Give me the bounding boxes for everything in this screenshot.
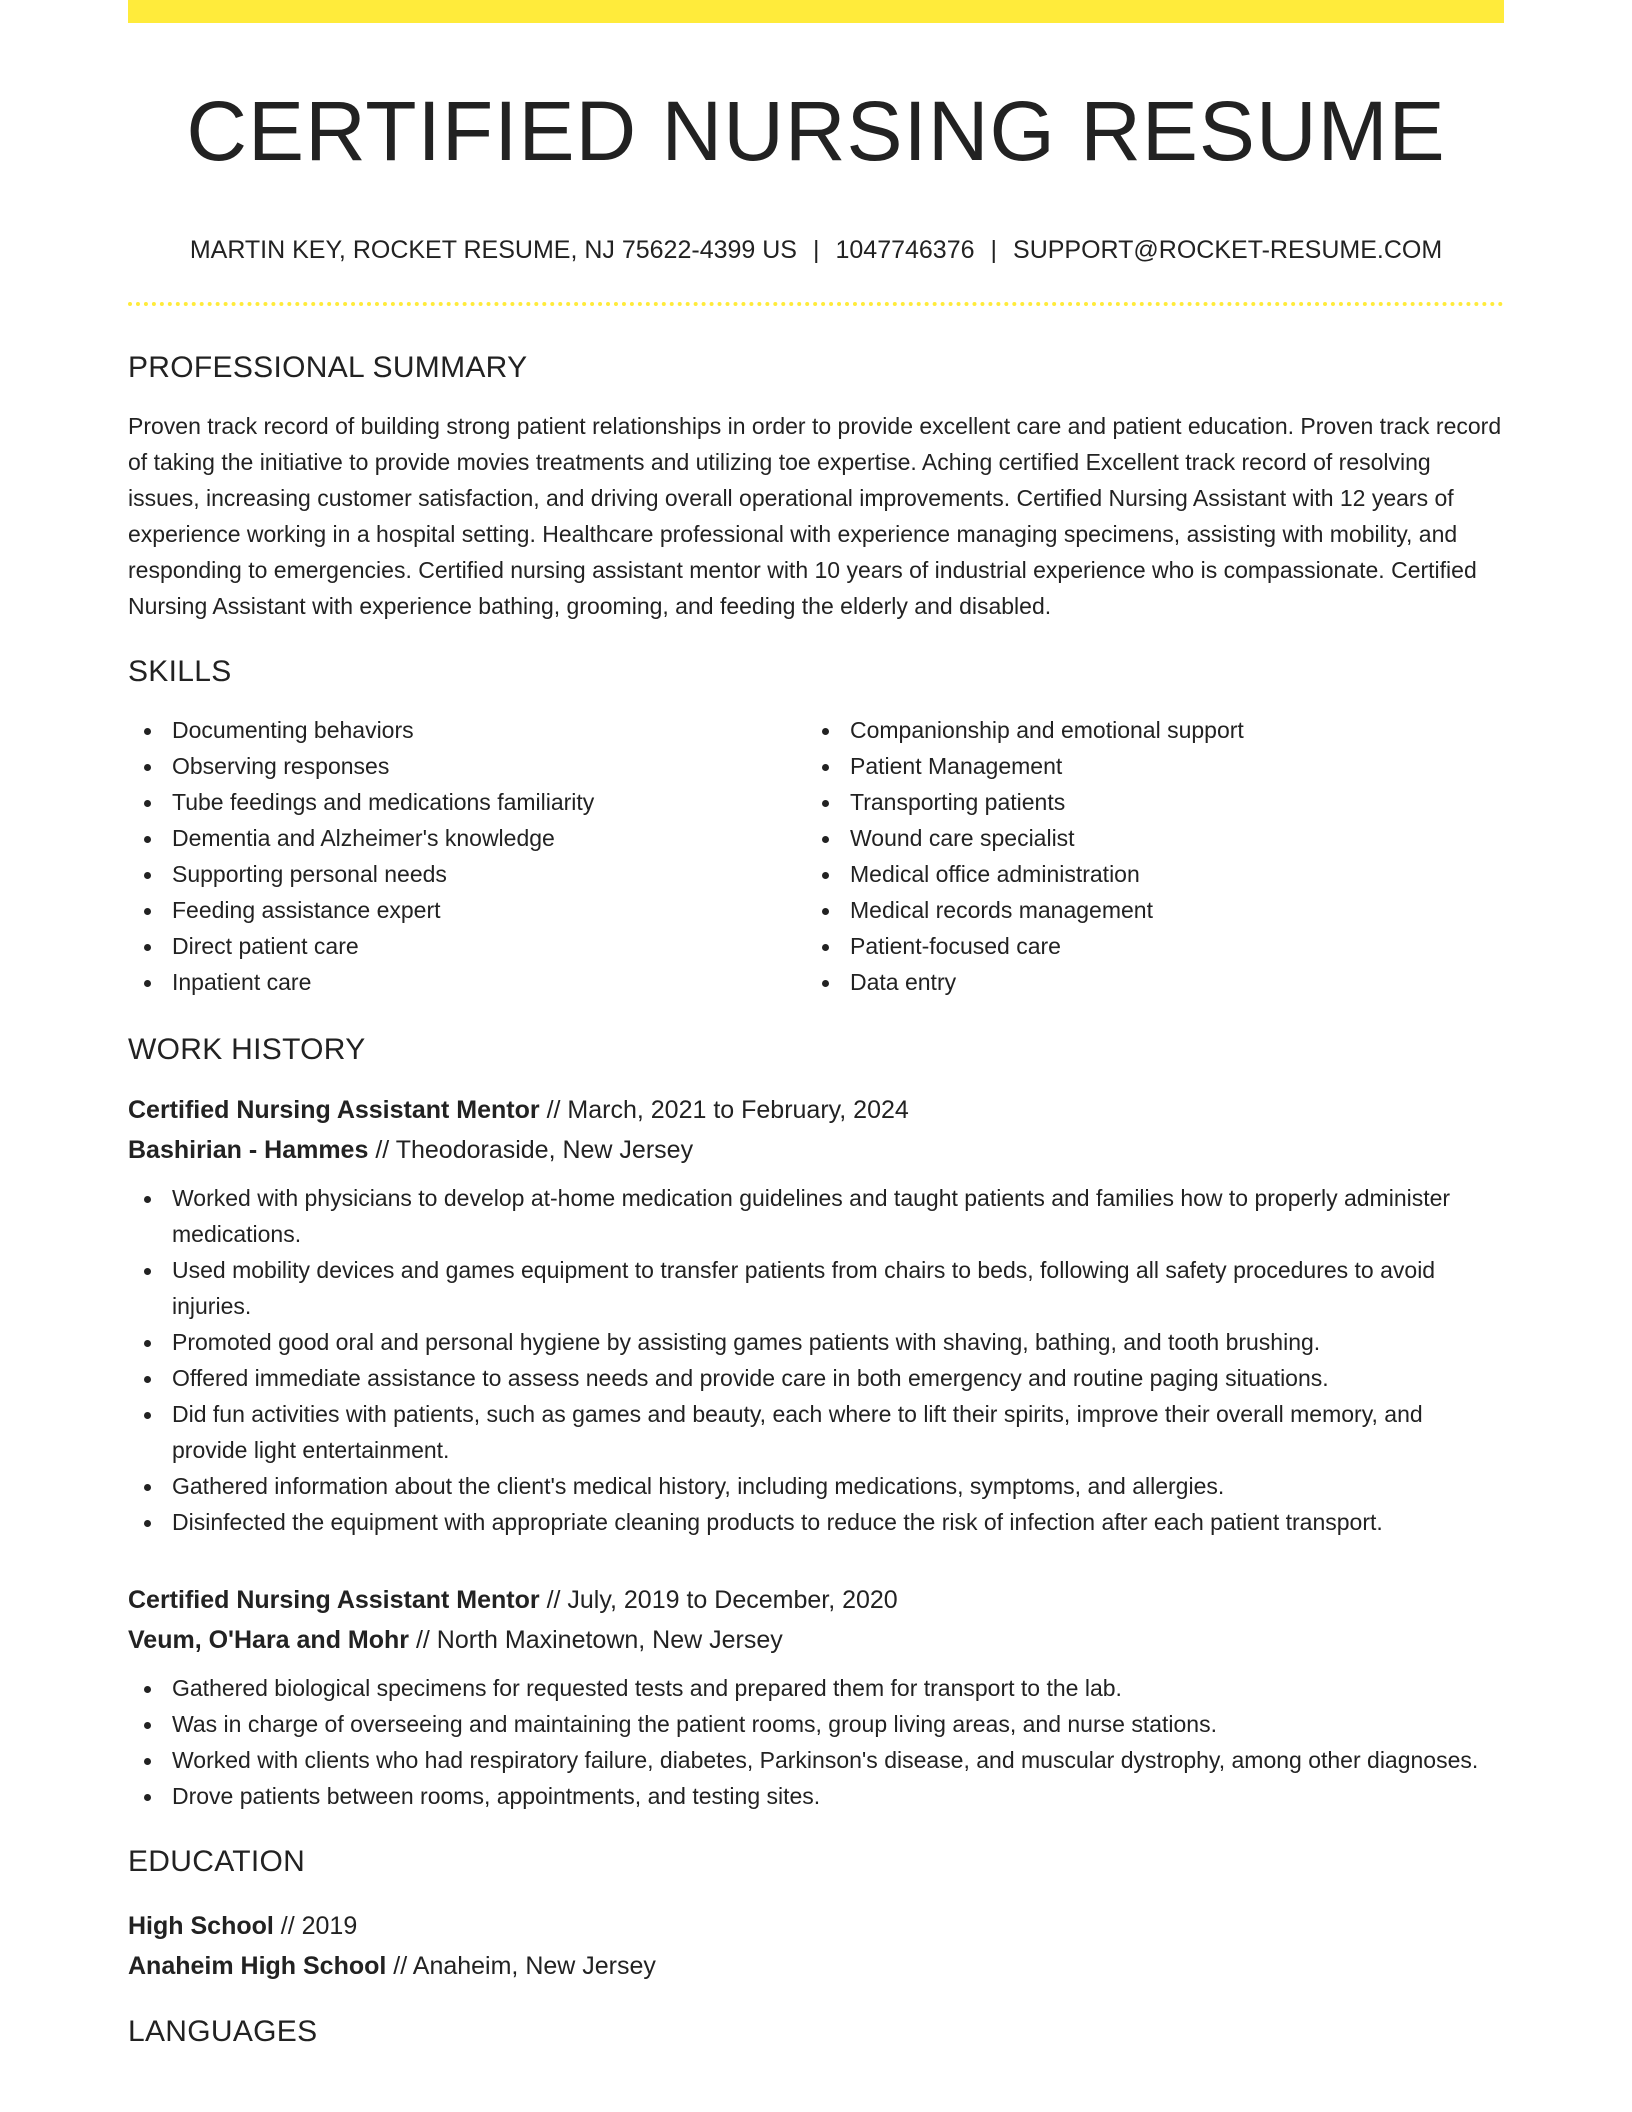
education-degree-line [128,1906,1504,1946]
job-bullet: Drove patients between rooms, appointments, and testing sites. [128,1778,1504,1814]
job-dates: // July, 2019 to December, 2020 [539,1586,898,1615]
languages-heading: LANGUAGES [128,2015,318,2049]
job-title: Certified Nursing Assistant Mentor [128,1586,540,1615]
contact-separator: | [990,235,998,264]
skill-item: Medical records management [806,892,1484,928]
skill-item: Observing responses [128,748,806,784]
job-bullet: Disinfected the equipment with appropriate cleaning products to reduce the risk of infection after each patient transport. [128,1504,1504,1540]
skill-item: Transporting patients [806,784,1484,820]
education-degree: High School [128,1912,274,1941]
job-location: // Theodoraside, New Jersey [368,1136,694,1165]
education-location: // Anaheim, New Jersey [386,1952,656,1981]
job-title-line [128,1580,1504,1620]
job-company-line [128,1130,1504,1170]
job-bullet: Was in charge of overseeing and maintaining the patient rooms, group living areas, and nurse stations. [128,1706,1504,1742]
skill-item: Patient-focused care [806,928,1484,964]
job-title-line [128,1090,1504,1130]
education-school: Anaheim High School [128,1952,387,1981]
job-bullet: Offered immediate assistance to assess needs and provide care in both emergency and routine paging situations. [128,1360,1504,1396]
contact-separator: | [812,235,820,264]
skill-item: Documenting behaviors [128,712,806,748]
job-bullet: Gathered biological specimens for requested tests and prepared them for transport to the lab. [128,1670,1504,1706]
job-bullet: Worked with physicians to develop at-home medication guidelines and taught patients and families how to properly administer medications. [128,1180,1504,1252]
education-year: // 2019 [273,1912,358,1941]
skills-heading: SKILLS [128,655,232,689]
skill-item: Medical office administration [806,856,1484,892]
skill-item: Data entry [806,964,1484,1000]
resume-title: CERTIFIED NURSING RESUME [186,84,1446,178]
education-entry [128,1906,1504,1986]
job-bullet: Worked with clients who had respiratory failure, diabetes, Parkinson's disease, and muscular dystrophy, among other diagnoses. [128,1742,1504,1778]
dotted-divider [128,302,1504,306]
skill-item: Dementia and Alzheimer's knowledge [128,820,806,856]
summary-heading: PROFESSIONAL SUMMARY [128,351,528,385]
skill-item: Wound care specialist [806,820,1484,856]
job-title: Certified Nursing Assistant Mentor [128,1096,540,1125]
education-school-line [128,1946,1504,1986]
contact-line [128,234,1504,267]
job-bullet: Used mobility devices and games equipment to transfer patients from chairs to beds, following all safety procedures to avoid injuries. [128,1252,1504,1324]
skill-item: Feeding assistance expert [128,892,806,928]
job-company-line [128,1620,1504,1660]
skill-item: Supporting personal needs [128,856,806,892]
job-location: // North Maxinetown, New Jersey [409,1626,783,1655]
job-entry [128,1580,1504,1814]
job-bullets [128,1180,1504,1540]
contact-phone: 1047746376 [835,235,975,264]
job-company: Bashirian - Hammes [128,1136,369,1165]
education-heading: EDUCATION [128,1845,306,1879]
skill-item: Tube feedings and medications familiarity [128,784,806,820]
skills-list-right [806,712,1484,1000]
skill-item: Inpatient care [128,964,806,1000]
skills-columns [128,712,1504,1000]
job-bullet: Gathered information about the client's medical history, including medications, symptoms, and allergies. [128,1468,1504,1504]
job-bullets [128,1670,1504,1814]
summary-text: Proven track record of building strong patient relationships in order to provide excellent care and patient education. Proven track record of taking the initiative to provide movies treatments and utilizing toe expertise. Aching certified Excellent track record of resolving issues, increasing customer satisfaction, and driving overall operational improvements. Certified Nursing Assistant with 12 years of experience working in a hospital setting. Healthcare professional with experience managing specimens, assisting with mobility, and responding to emergencies. Certified nursing assistant mentor with 10 years of industrial experience who is compassionate. Certified Nursing Assistant with experience bathing, grooming, and feeding the elderly and disabled. [128,413,1502,620]
job-dates: // March, 2021 to February, 2024 [539,1096,909,1125]
skill-item: Companionship and emotional support [806,712,1484,748]
skills-list-left [128,712,806,1000]
contact-email: SUPPORT@ROCKET-RESUME.COM [1013,235,1443,264]
contact-address: MARTIN KEY, ROCKET RESUME, NJ 75622-4399 US [189,235,797,264]
job-bullet: Did fun activities with patients, such as games and beauty, each where to lift their spirits, improve their overall memory, and provide light entertainment. [128,1396,1504,1468]
work-history-heading: WORK HISTORY [128,1033,366,1067]
skill-item: Direct patient care [128,928,806,964]
top-accent-bar [128,0,1504,23]
job-company: Veum, O'Hara and Mohr [128,1626,410,1655]
skill-item: Patient Management [806,748,1484,784]
job-bullet: Promoted good oral and personal hygiene by assisting games patients with shaving, bathing, and tooth brushing. [128,1324,1504,1360]
job-entry [128,1090,1504,1540]
resume-page [128,0,1504,2050]
